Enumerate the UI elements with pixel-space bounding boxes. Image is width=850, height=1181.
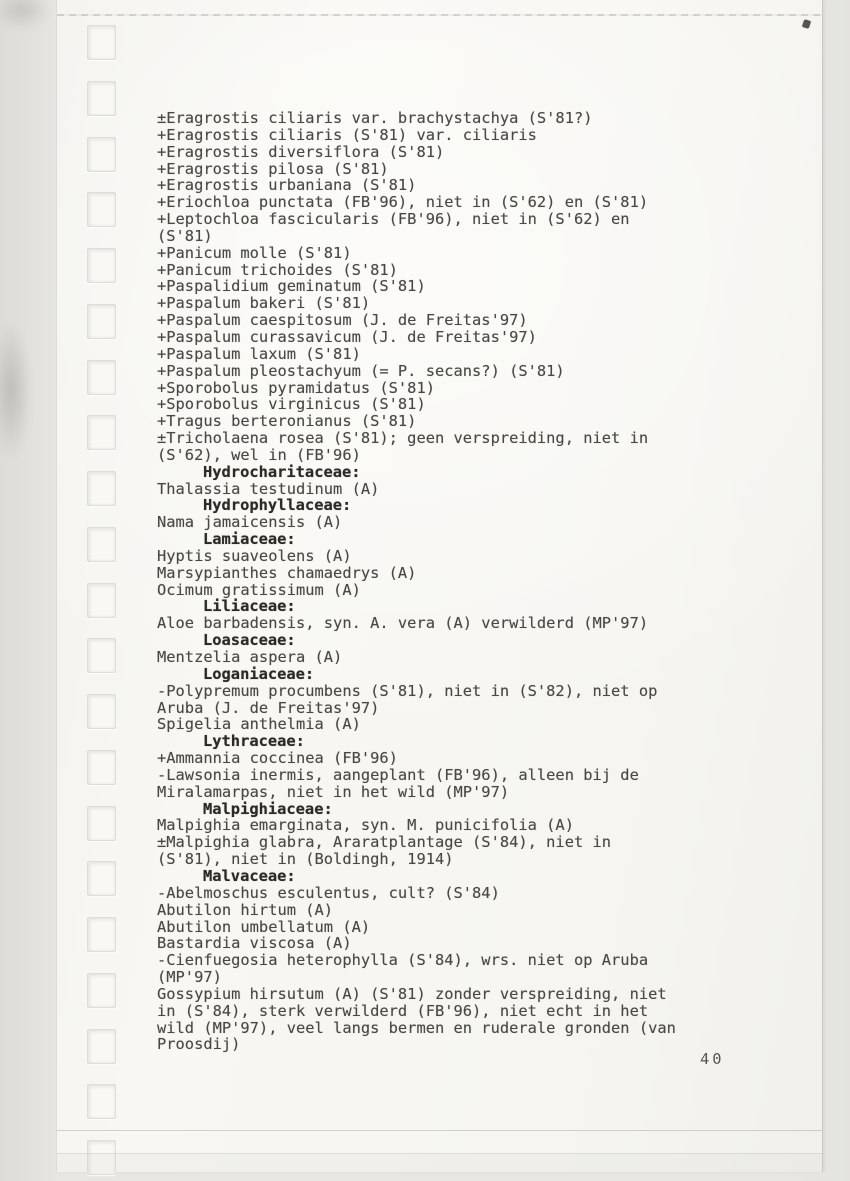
- text-line: Loasaceae:: [203, 631, 296, 650]
- binder-hole: [87, 750, 116, 785]
- text-line: +Eragrostis urbaniana (S'81): [157, 176, 417, 195]
- text-line: Malpighia emarginata, syn. M. punicifolia (A): [157, 816, 574, 835]
- binder-hole: [87, 192, 116, 227]
- binder-hole: [87, 81, 116, 116]
- binder-hole: [87, 527, 116, 562]
- text-line: Mentzelia aspera (A): [157, 648, 343, 666]
- binder-hole: [87, 1029, 116, 1064]
- text-line: Proosdij): [157, 1035, 241, 1054]
- text-line: Abutilon umbellatum (A): [157, 917, 371, 936]
- binder-hole: [87, 638, 116, 673]
- binder-hole: [87, 248, 116, 283]
- text-line: in (S'84), sterk verwilderd (FB'96), niet echt in het: [157, 1001, 649, 1020]
- crease-line: [57, 1130, 822, 1131]
- text-line: Miralamarpas, niet in het wild (MP'97): [157, 782, 510, 801]
- binder-hole: [87, 1084, 116, 1119]
- text-line: Nama jamaicensis (A): [157, 513, 343, 532]
- text-line: Aloe barbadensis, syn. A. vera (A) verwilderd (MP'97): [157, 614, 649, 633]
- page-number: 40: [700, 1050, 725, 1068]
- paper-sheet: [56, 0, 823, 1172]
- text-line: +Ammannia coccinea (FB'96): [157, 749, 398, 768]
- text-line: +Eragrostis pilosa (S'81): [157, 159, 389, 178]
- text-line: +Paspalum laxum (S'81): [157, 344, 361, 363]
- text-line: -Lawsonia inermis, aangeplant (FB'96), alleen bij de: [157, 765, 639, 784]
- text-line: +Sporobolus pyramidatus (S'81): [157, 378, 435, 397]
- text-line: +Paspalidium geminatum (S'81): [157, 277, 426, 296]
- binder-hole: [87, 137, 116, 172]
- text-line: +Tragus berteronianus (S'81): [157, 412, 417, 431]
- text-line: (S'62), wel in (FB'96): [157, 445, 361, 464]
- text-line: ±Malpighia glabra, Araratplantage (S'84), niet in: [157, 833, 612, 852]
- ink-speck: [802, 19, 811, 29]
- binder-hole: [87, 694, 116, 729]
- text-line: Liliaceae:: [203, 597, 296, 616]
- text-line: wild (MP'97), veel langs bermen en ruderale gronden (van: [157, 1018, 676, 1037]
- scan-smudge: [0, 0, 52, 30]
- text-line: (S'81): [157, 226, 213, 245]
- text-line: Loganiaceae:: [203, 664, 315, 683]
- text-line: +Eriochloa punctata (FB'96), niet in (S'62) en (S'81): [157, 193, 649, 212]
- text-line: (MP'97): [157, 968, 222, 987]
- binder-hole: [87, 25, 116, 60]
- text-line: Hydrophyllaceae:: [203, 496, 352, 515]
- text-line: (S'81), niet in (Boldingh, 1914): [157, 850, 454, 869]
- text-line: +Paspalum caespitosum (J. de Freitas'97): [157, 311, 528, 330]
- text-line: +Leptochloa fascicularis (FB'96), niet in (S'62) en: [157, 210, 630, 229]
- text-line: +Paspalum curassavicum (J. de Freitas'97): [157, 327, 537, 346]
- scan-smudge: [0, 320, 32, 460]
- text-line: -Polypremum procumbens (S'81), niet in (S'82), niet op: [157, 681, 658, 700]
- text-line: Malpighiaceae:: [203, 799, 333, 818]
- text-line: Bastardia viscosa (A): [157, 934, 352, 953]
- bottom-band: [57, 1153, 822, 1172]
- binder-hole: [87, 973, 116, 1008]
- text-line: Abutilon hirtum (A): [157, 900, 334, 919]
- binder-hole: [87, 917, 116, 952]
- binder-hole: [87, 583, 116, 618]
- text-line: +Paspalum bakeri (S'81): [157, 294, 371, 313]
- text-line: Hyptis suaveolens (A): [157, 546, 352, 565]
- binder-hole: [87, 806, 116, 841]
- text-line: -Cienfuegosia heterophylla (S'84), wrs. niet op Aruba: [157, 951, 649, 970]
- text-line: Aruba (J. de Freitas'97): [157, 698, 380, 717]
- text-line: +Sporobolus virginicus (S'81): [157, 395, 426, 414]
- text-line: +Panicum molle (S'81): [157, 243, 352, 262]
- text-line: -Abelmoschus esculentus, cult? (S'84): [157, 883, 500, 902]
- binder-hole: [87, 360, 116, 395]
- text-line: ±Tricholaena rosea (S'81); geen verspreiding, niet in: [157, 429, 649, 448]
- binder-hole: [87, 304, 116, 339]
- text-block: [157, 110, 757, 1053]
- text-line: +Eragrostis ciliaris (S'81) var. ciliaris: [157, 125, 537, 144]
- text-line: Ocimum gratissimum (A): [157, 580, 361, 599]
- crease-line: [57, 14, 822, 16]
- binder-hole: [87, 861, 116, 896]
- text-line: +Panicum trichoides (S'81): [157, 260, 398, 279]
- text-line: Malvaceae:: [203, 866, 296, 885]
- text-line: Lamiaceae:: [203, 530, 296, 549]
- text-line: Thalassia testudinum (A): [157, 479, 380, 498]
- text-line: Gossypium hirsutum (A) (S'81) zonder verspreiding, niet: [157, 984, 667, 1003]
- text-line: +Eragrostis diversiflora (S'81): [157, 142, 445, 161]
- text-line: ±Eragrostis ciliaris var. brachystachya (S'81?): [157, 109, 593, 127]
- text-line: Marsypianthes chamaedrys (A): [157, 563, 417, 582]
- binder-hole: [87, 471, 116, 506]
- text-line: Lythraceae:: [203, 732, 305, 751]
- text-line: Hydrocharitaceae:: [203, 462, 361, 481]
- text-line: +Paspalum pleostachyum (= P. secans?) (S'81): [157, 361, 565, 380]
- text-line: Spigelia anthelmia (A): [157, 715, 361, 734]
- binder-hole: [87, 415, 116, 450]
- crease-line: [57, 1153, 822, 1154]
